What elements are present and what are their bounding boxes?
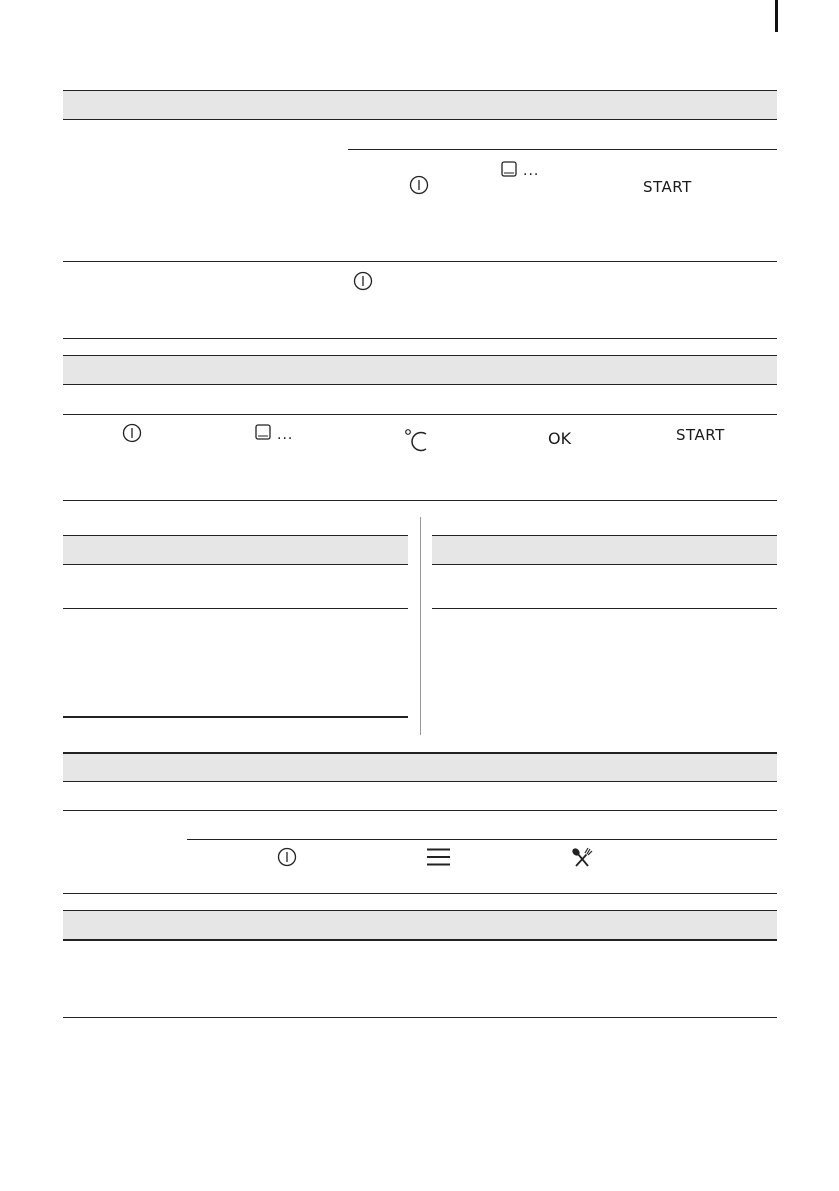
row-divider xyxy=(63,500,777,501)
temperature-icon xyxy=(404,428,432,454)
row-divider xyxy=(63,716,408,718)
row-divider xyxy=(63,414,777,415)
assisted-cooking-icon xyxy=(571,847,593,869)
row-divider xyxy=(63,893,777,894)
row-divider xyxy=(432,608,777,609)
table-header-5 xyxy=(63,910,777,941)
table-header-4 xyxy=(63,752,777,782)
power-icon xyxy=(122,423,142,443)
table-header-1 xyxy=(63,90,777,120)
page-edge-mark xyxy=(775,0,778,32)
row-divider xyxy=(63,1017,777,1018)
row-divider xyxy=(63,261,777,262)
power-icon xyxy=(409,175,429,195)
row-divider xyxy=(187,839,777,840)
row-divider xyxy=(63,810,777,811)
oven-function-icon xyxy=(255,424,271,440)
table-header-right xyxy=(432,535,777,565)
table-header-left xyxy=(63,535,408,565)
ok-label: OK xyxy=(548,429,572,448)
ellipsis-text: ... xyxy=(523,163,540,179)
column-separator xyxy=(420,517,421,735)
start-label: START xyxy=(676,426,725,444)
table-header-2 xyxy=(63,355,777,385)
row-divider xyxy=(348,149,777,150)
row-divider xyxy=(63,608,408,609)
start-label: START xyxy=(643,178,692,196)
power-icon xyxy=(353,271,373,291)
ellipsis-text: ... xyxy=(277,427,294,443)
menu-icon xyxy=(427,848,450,866)
power-icon xyxy=(277,847,297,867)
oven-function-icon xyxy=(501,161,517,177)
row-divider xyxy=(63,338,777,339)
